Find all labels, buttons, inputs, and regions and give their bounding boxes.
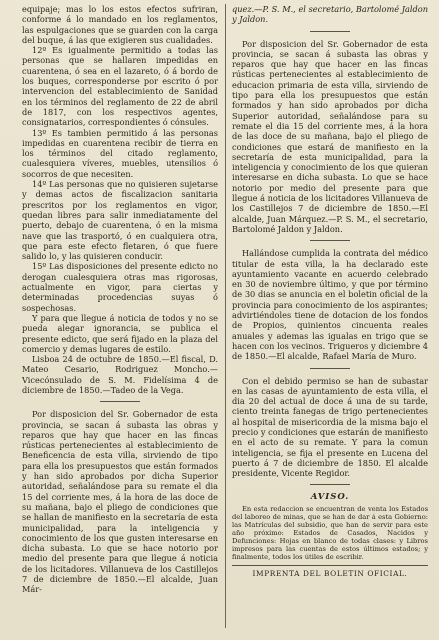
section-divider [310, 31, 350, 32]
aviso-heading: AVISO. [310, 492, 350, 503]
left-paragraph-1: equipaje; mas lo los estos efectos sufriran, conforme á lo mandado en los reglamentos, las espulgaciones que se guarden con la carga del buque, á las que exigieren sus cualidades. [22, 4, 218, 45]
section-divider [310, 368, 350, 369]
left-column [22, 4, 218, 595]
left-paragraph-3: 13º Es tambien permitido á las personas impedidas en cuarentena recibir de tierra en los términos del citado reglamento, cualesquiera víveres, muebles, utensilios ó socorros de que necesiten. [22, 127, 218, 179]
section-divider [310, 484, 350, 485]
left-paragraph-7: Lisboa 24 de octubre de 1850.—El fiscal, D. Mateo Cesario, Rodriguez Moncho.—Vicecónsulado de S. M. Fidelísima 4 de diciembre de 1850.—Tadeo de la Vega. [22, 354, 218, 395]
right-column [232, 4, 428, 579]
column-divider [225, 4, 226, 628]
left-paragraph-2: 12º Es igualmente permitido a todas las personas que se hallaren impedidas en cuarentena, ó sea en el lazareto, ó á bordo de los buques, corresponderse por escrito ó por intervencion del establecimiento de Sanidad en los términos del reglamento de 22 de abril de 1817, con los respectivos agentes, consignatarios, correspondientes ó cónsules. [22, 45, 218, 128]
right-paragraph-2: Por disposicion del Sr. Gobernador de esta provincia, se sacan á subasta las obras y reparos que hay que hacer en las fincas rústicas pertenecientes al establecimiento de educacion primaria de esta villa, sirviendo de tipo para ella los presupuestos que están formados y han sido aprobados por dicha Superior autoridad, señalándose para su remate el dia 15 del corriente mes, á la hora de las doce de su mañana, bajo el pliego de condiciones que estará de manifiesto en la secretaría de esta municipalidad, para la inteligencia y conocimiento de los que quieran interesarse en dicha subasta. Lo que se hace notorio por medio del presente para que llegue á noticia de los licitadores Villanueva de los Castillejos 7 de diciembre de 1850.—El alcalde, Juan Márquez.—P. S. M., el secretario, Bartolomé Jaldon y Jaldon. [232, 38, 428, 234]
left-paragraph-5: 15º Las disposiciones del presente edicto no derogan cualesquiera otras mas rigorosas, actualmente en vigor, para ciertas y determinadas procedencias suyas ó sospechosas. [22, 261, 218, 313]
section-divider [100, 401, 140, 402]
right-paragraph-4: Con el debido permiso se han de subastar en las casas de ayuntamiento de esta villa, el dia 20 del actual de doce á una de su tarde, ciento treinta fanegas de trigo pertenecientes al hospital de misericordia de la misma bajo el precio y condiciones que estarán de manifiesto en el acto de su remate. Y para la comun inteligencia, se fija el presente en Lucena del puerto á 7 de diciembre de 1850. El alcalde presidente, Vicente Regidor. [232, 375, 428, 479]
left-paragraph-4: 14º Las personas que no quisieren sujetarse y demas actos de fiscalizacion sanitaria prescritos por los reglamentos en vigor, quedan libres para salir inmediatamente del puerto, debajo de cuarentena, ó en la misma nave que las trasportó, ó en cualquiera otra, que para este efecto fletaren, ó que fuere salido lo, y las quisieren conducir. [22, 179, 218, 262]
right-paragraph-3: Hallándose cumplida la contrata del médico titular de esta villa, la ha declarado este ayuntamiento vacante en acuerdo celebrado en 30 de noviembre último, y que por término de 30 dias se anuncia en el boletin oficial de la provincia para conocimiento de los aspirantes; advirtiéndoles tiene de dotacion de los fondos de Propios, quinientos cincuenta reales anuales y ademas las igualas en trigo que se hacen con los vecinos. Trigueros y diciembre 4 de 1850.—El alcalde, Rafael María de Muro. [232, 248, 428, 362]
left-paragraph-6: Y para que llegue á noticia de todos y no se pueda alegar ignorancia, se publica el presente edicto, que será fijado en la plaza del comercio y demas lugares de estilo. [22, 312, 218, 354]
aviso-text: En esta redaccion se encuentran de venta los Estados del laboreo de minas, que se han de dar á esta Gobierno: las Matrículas del subsidio, que han de servir para este año próximo: Estados de Casados, Nacidos y Defunciones: Hojas en blanco de todas clases: y Libros impresos para las cuentas de estos últimos estados; y finalmente, todos los útiles de escribir. [232, 504, 428, 561]
left-paragraph-8: Por disposicion del Sr. Gobernador de esta provincia, se sacan á subasta las obras y reparos que hay que hacer en las fincas rústicas pertenecientes al establecimiento de Beneficencia de esta villa, sirviendo de tipo para ella los presupuestos que están formados y han sido aprobados por dicha Superior autoridad, señalándose para su remate el dia 15 del corriente mes, á la hora de las doce de su mañana, bajo el pliego de condiciones que se hallan de manifiesto en la secretaría de esta municipalidad, para la inteligencia y conocimiento de los que gusten interesarse en dicha subasta. Lo que se hace notorio por medio del presente para que llegue á noticia de los licitadores. Villanueva de los Castillejos 7 de diciembre de 1850.—El alcalde, Juan Már- [22, 409, 218, 595]
right-paragraph-1: quez.—P. S. M., el secretario, Bartolomé Jaldon y Jaldon. [232, 4, 428, 25]
section-divider [310, 240, 350, 241]
imprint-footer: IMPRENTA DEL BOLETIN OFICIAL. [232, 565, 428, 579]
